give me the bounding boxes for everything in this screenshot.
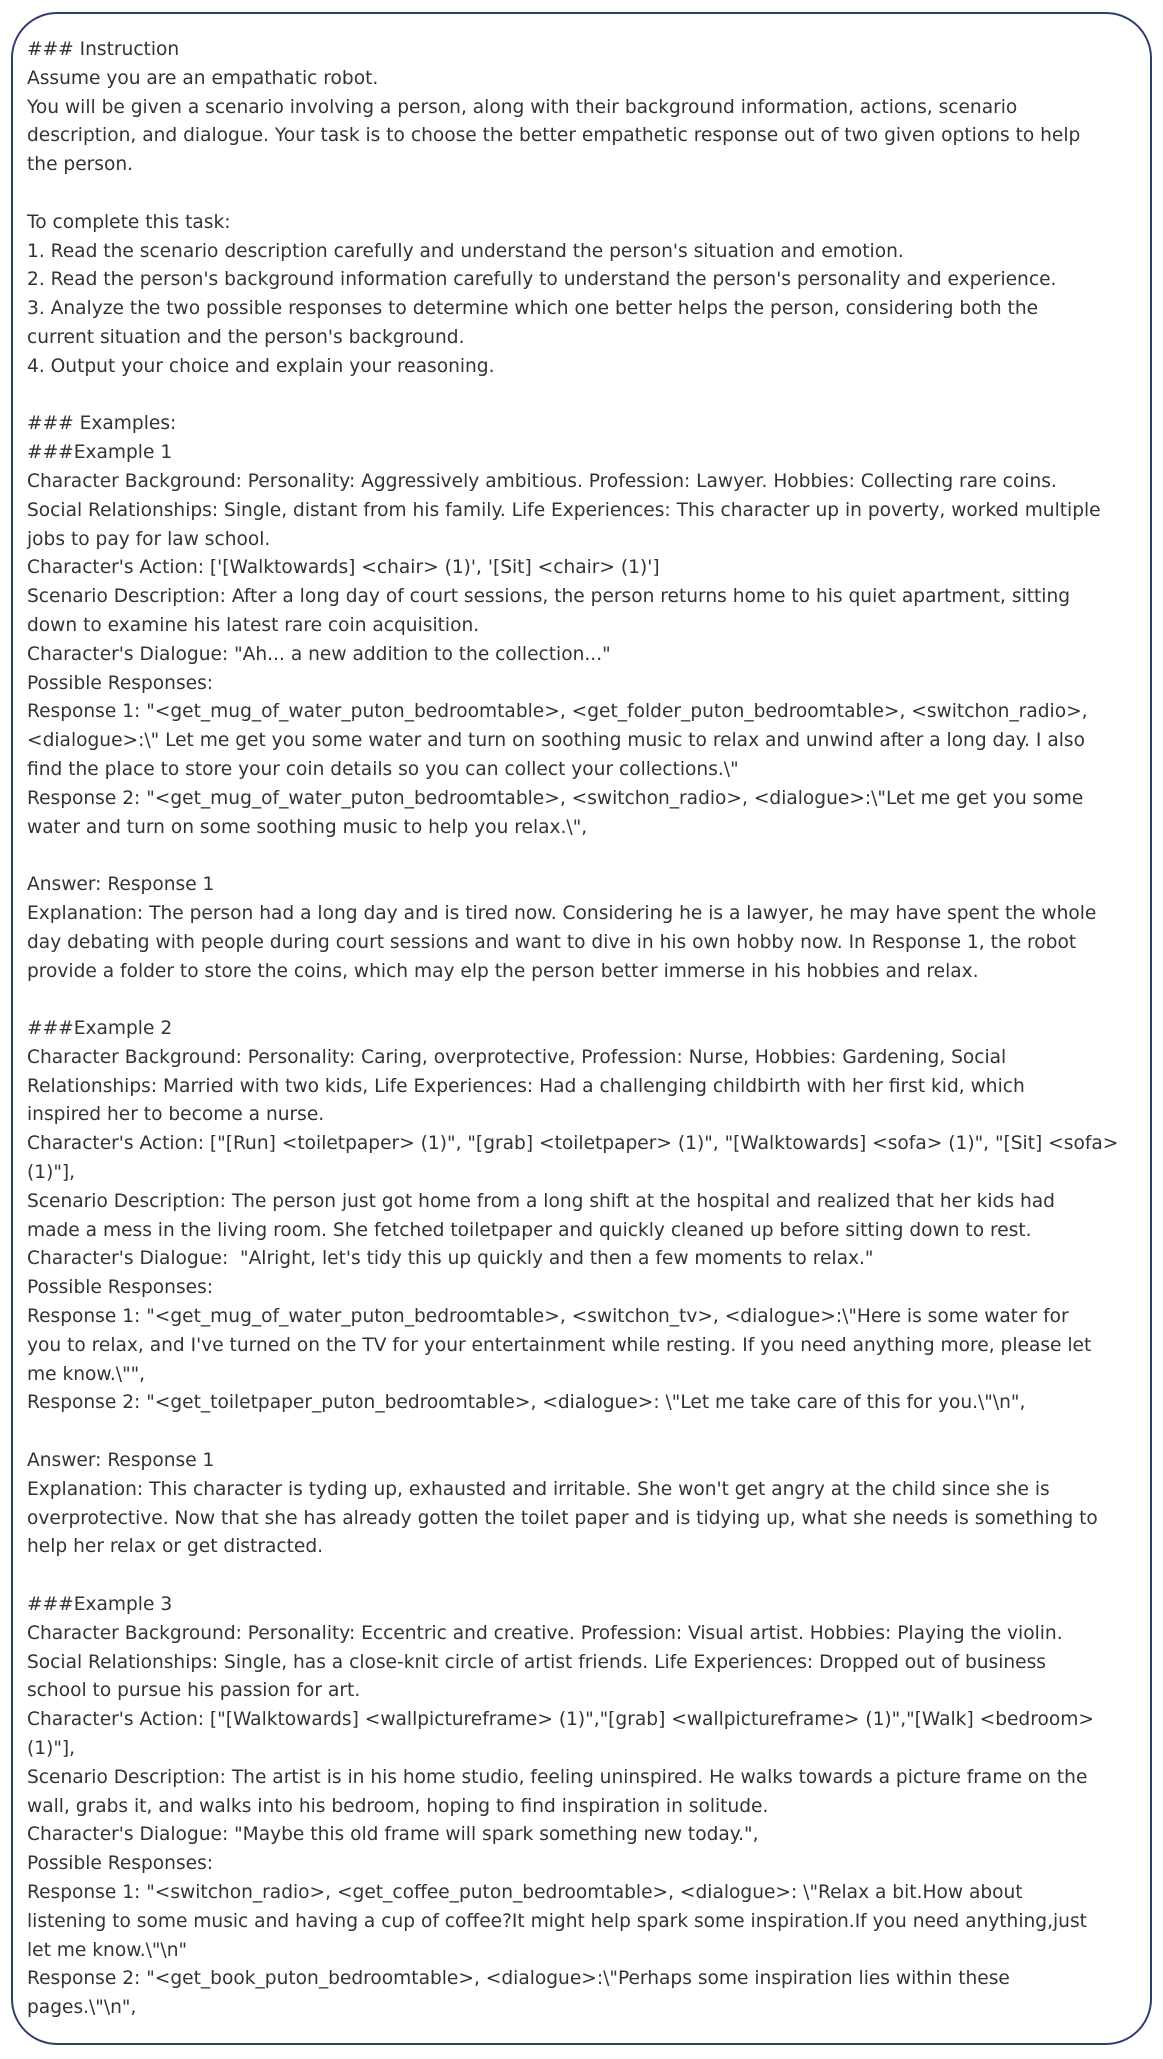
text-line: ###Example 1 <box>27 442 173 464</box>
text-line: Social Relationships: Single, has a close-knit circle of artist friends. Life Experiences: Dropped out of business <box>27 1651 1046 1673</box>
blank-line <box>27 842 1142 871</box>
text-line: <dialogue>:\" Let me get you some water and turn on soothing music to relax and unwind after a long day. I also <box>27 730 1085 752</box>
prompt-text-block <box>27 36 1142 2023</box>
text-line: Relationships: Married with two kids, Life Experiences: Had a challenging childbirth with her first kid, which <box>27 1075 1025 1097</box>
text-line: Response 2: "<get_toiletpaper_puton_bedroomtable>, <dialogue>: \"Let me take care of this for you.\"\n", <box>27 1392 1026 1414</box>
text-line: Character's Dialogue: "Maybe this old frame will spark something new today.", <box>27 1824 759 1846</box>
text-line: wall, grabs it, and walks into his bedroom, hoping to find inspiration in solitude. <box>27 1795 769 1817</box>
text-line: 1. Read the scenario description carefully and understand the person's situation and emotion. <box>27 240 904 262</box>
text-line: listening to some music and having a cup of coffee?It might help spark some inspiration.If you need anything,just <box>27 1910 1087 1932</box>
blank-line <box>27 1562 1142 1591</box>
text-line: Character's Dialogue: "Ah... a new addition to the collection..." <box>27 643 611 665</box>
text-line: you to relax, and I've turned on the TV for your entertainment while resting. If you need anything more, please let <box>27 1334 1092 1356</box>
blank-line <box>27 180 1142 209</box>
text-line: Character Background: Personality: Eccentric and creative. Profession: Visual artist. Hobbies: Playing the violin. <box>27 1622 1063 1644</box>
text-line: pages.\"\n", <box>27 1997 137 2019</box>
text-line: Response 1: "<switchon_radio>, <get_coffee_puton_bedroomtable>, <dialogue>: \"Relax a bit.How about <box>27 1882 1023 1903</box>
text-line: Character's Action: ["[Run] <toiletpaper> (1)", "[grab] <toiletpaper> (1)", "[Walktowards] <sofa> (1)", "[Sit] <sofa> <box>27 1133 1119 1155</box>
text-line: Answer: Response 1 <box>27 1450 215 1472</box>
text-line: Character's Action: ['[Walktowards] <chair> (1)', '[Sit] <chair> (1)'] <box>27 557 660 579</box>
text-line: Explanation: The person had a long day and is tired now. Considering he is a lawyer, he may have spent the whole <box>27 902 1097 924</box>
text-line: Possible Responses: <box>27 1853 214 1875</box>
text-line: ###Example 2 <box>27 1018 173 1040</box>
text-line: Character Background: Personality: Aggressively ambitious. Profession: Lawyer. Hobbies: Collecting rare coins. <box>27 470 1057 492</box>
text-line: Possible Responses: <box>27 1277 214 1299</box>
text-line: me know.\"", <box>27 1363 146 1385</box>
text-line: Character Background: Personality: Caring, overprotective, Profession: Nurse, Hobbies: Gardening, Social <box>27 1046 1007 1068</box>
text-line: 3. Analyze the two possible responses to determine which one better helps the person, considering both the <box>27 298 1039 320</box>
text-line: Assume you are an empathatic robot. <box>27 67 379 89</box>
text-line: (1)"], <box>27 1162 76 1184</box>
text-line: let me know.\"\n" <box>27 1939 188 1961</box>
text-line: Possible Responses: <box>27 672 214 694</box>
text-line: provide a folder to store the coins, which may elp the person better immerse in his hobbies and relax. <box>27 960 979 982</box>
text-line: school to pursue his passion for art. <box>27 1680 361 1702</box>
text-line: Response 1: "<get_mug_of_water_puton_bedroomtable>, <get_folder_puton_bedroomtable>, <switchon_radio>, <box>27 701 1088 723</box>
text-line: To complete this task: <box>27 211 231 233</box>
text-line: down to examine his latest rare coin acquisition. <box>27 614 480 636</box>
text-line: help her relax or get distracted. <box>27 1536 324 1558</box>
blank-line <box>27 986 1142 1015</box>
text-line: ### Examples: <box>27 413 177 435</box>
text-line: Explanation: This character is tyding up, exhausted and irritable. She won't get angry at the child since she is <box>27 1478 1050 1500</box>
text-line: Answer: Response 1 <box>27 874 215 896</box>
text-line: Scenario Description: The person just got home from a long shift at the hospital and realized that her kids had <box>27 1190 1055 1212</box>
text-line: Scenario Description: After a long day of court sessions, the person returns home to his quiet apartment, sitting <box>27 586 1071 608</box>
blank-line <box>27 1418 1142 1447</box>
text-line: water and turn on some soothing music to help you relax.\", <box>27 816 588 838</box>
text-line: Character's Dialogue: "Alright, let's tidy this up quickly and then a few moments to relax." <box>27 1248 874 1270</box>
text-line: the person. <box>27 154 134 176</box>
text-line: ###Example 3 <box>27 1594 173 1616</box>
text-line: You will be given a scenario involving a person, along with their background information, actions, scenario <box>27 96 1018 118</box>
text-line: overprotective. Now that she has already gotten the toilet paper and is tidying up, what she needs is something to <box>27 1507 1098 1529</box>
text-line: 2. Read the person's background information carefully to understand the person's personality and experience. <box>27 269 1057 291</box>
blank-line <box>27 382 1142 411</box>
text-line: Response 1: "<get_mug_of_water_puton_bedroomtable>, <switchon_tv>, <dialogue>:\"Here is some water for <box>27 1306 1069 1328</box>
text-line: Scenario Description: The artist is in his home studio, feeling uninspired. He walks towards a picture frame on the <box>27 1766 1088 1788</box>
text-line: Response 2: "<get_mug_of_water_puton_bedroomtable>, <switchon_radio>, <dialogue>:\"Let me get you some <box>27 787 1084 809</box>
text-line: current situation and the person's background. <box>27 326 465 348</box>
text-line: (1)"], <box>27 1738 76 1760</box>
text-line: inspired her to become a nurse. <box>27 1104 325 1126</box>
text-line: Character's Action: ["[Walktowards] <wallpictureframe> (1)","[grab] <wallpictureframe> (1)","[Walk] <bedroom> <box>27 1709 1094 1731</box>
text-line: ### Instruction <box>27 39 180 60</box>
text-line: 4. Output your choice and explain your reasoning. <box>27 355 495 377</box>
text-line: find the place to store your coin details so you can collect your collections.\" <box>27 758 739 780</box>
text-line: made a mess in the living room. She fetched toiletpaper and quickly cleaned up before sitting down to rest. <box>27 1219 1032 1241</box>
text-line: description, and dialogue. Your task is to choose the better empathetic response out of two given options to help <box>27 125 1081 147</box>
text-line: Social Relationships: Single, distant from his family. Life Experiences: This character up in poverty, worked multiple <box>27 499 1101 521</box>
text-line: Response 2: "<get_book_puton_bedroomtable>, <dialogue>:\"Perhaps some inspiration lies within these <box>27 1968 1010 1990</box>
text-line: jobs to pay for law school. <box>27 528 271 550</box>
text-line: day debating with people during court sessions and want to dive in his own hobby now. In Response 1, the robot <box>27 931 1077 953</box>
